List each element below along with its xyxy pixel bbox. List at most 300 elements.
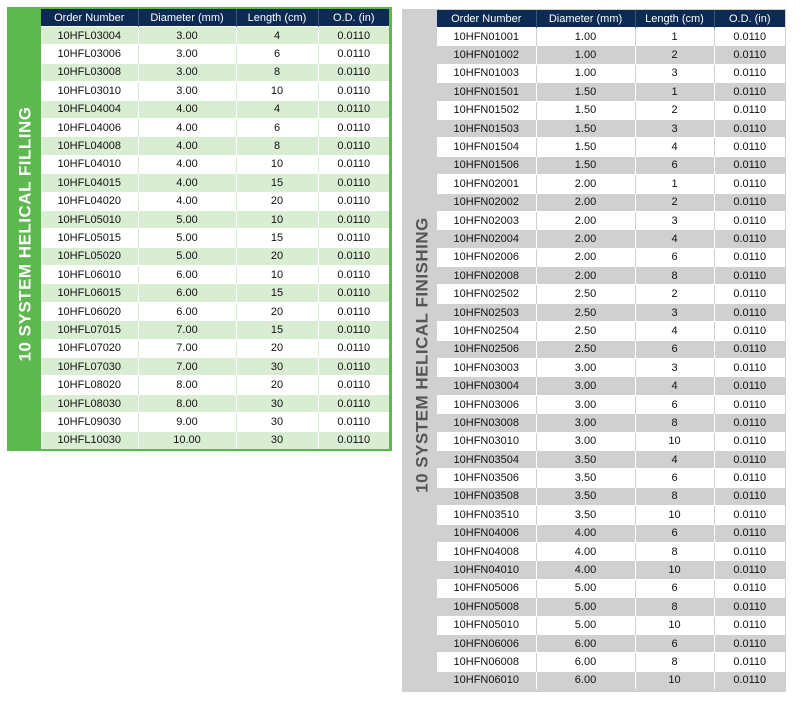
od-cell: 0.0110	[714, 267, 785, 285]
od-cell: 0.0110	[318, 247, 389, 265]
length-cell: 4	[635, 377, 714, 395]
length-cell: 20	[236, 339, 318, 357]
od-cell: 0.0110	[318, 210, 389, 228]
diameter-cell: 2.00	[536, 211, 635, 229]
table-row	[41, 339, 389, 357]
table-row	[437, 616, 785, 634]
order-number-cell: 10HFL03006	[41, 45, 138, 63]
od-cell: 0.0110	[318, 229, 389, 247]
order-number-cell: 10HFN06010	[437, 671, 536, 689]
table-row	[437, 671, 785, 689]
order-number-cell: 10HFN03506	[437, 469, 536, 487]
diameter-cell: 1.50	[536, 138, 635, 156]
length-cell: 10	[236, 155, 318, 173]
diameter-cell: 6.00	[138, 302, 236, 320]
od-cell: 0.0110	[714, 175, 785, 193]
diameter-cell: 5.00	[138, 247, 236, 265]
order-number-cell: 10HFL09030	[41, 413, 138, 431]
length-cell: 3	[635, 64, 714, 82]
od-cell: 0.0110	[318, 82, 389, 100]
od-cell: 0.0110	[714, 634, 785, 652]
table-row	[41, 266, 389, 284]
diameter-cell: 2.50	[536, 303, 635, 321]
table-row	[41, 27, 389, 45]
diameter-cell: 3.00	[536, 377, 635, 395]
col-header-diameter: Diameter (mm)	[536, 10, 635, 28]
diameter-cell: 6.00	[536, 653, 635, 671]
od-cell: 0.0110	[714, 359, 785, 377]
table-row	[437, 156, 785, 174]
length-cell: 10	[236, 210, 318, 228]
table-row	[437, 359, 785, 377]
length-cell: 30	[236, 431, 318, 449]
od-cell: 0.0110	[318, 27, 389, 45]
diameter-cell: 7.00	[138, 321, 236, 339]
length-cell: 6	[635, 524, 714, 542]
diameter-cell: 4.00	[536, 524, 635, 542]
col-header-length: Length (cm)	[236, 9, 318, 27]
od-cell: 0.0110	[318, 413, 389, 431]
order-number-cell: 10HFL06010	[41, 266, 138, 284]
order-number-cell: 10HFN02503	[437, 303, 536, 321]
table-row	[41, 394, 389, 412]
order-number-cell: 10HFN02506	[437, 340, 536, 358]
length-cell: 6	[236, 118, 318, 136]
col-header-diameter: Diameter (mm)	[138, 9, 236, 27]
length-cell: 6	[635, 156, 714, 174]
diameter-cell: 5.00	[536, 616, 635, 634]
length-cell: 3	[635, 211, 714, 229]
table-row	[437, 193, 785, 211]
order-number-cell: 10HFN02003	[437, 211, 536, 229]
od-cell: 0.0110	[318, 63, 389, 81]
table-row	[41, 155, 389, 173]
diameter-cell: 2.50	[536, 322, 635, 340]
order-number-cell: 10HFN01003	[437, 64, 536, 82]
table-row	[41, 137, 389, 155]
od-cell: 0.0110	[318, 155, 389, 173]
length-cell: 15	[236, 284, 318, 302]
table-row	[437, 377, 785, 395]
diameter-cell: 2.00	[536, 248, 635, 266]
diameter-cell: 6.00	[138, 284, 236, 302]
diameter-cell: 4.00	[138, 137, 236, 155]
length-cell: 10	[635, 506, 714, 524]
diameter-cell: 10.00	[138, 431, 236, 449]
order-number-cell: 10HFN03004	[437, 377, 536, 395]
od-cell: 0.0110	[714, 561, 785, 579]
length-cell: 10	[635, 561, 714, 579]
order-number-cell: 10HFN03508	[437, 487, 536, 505]
od-cell: 0.0110	[714, 432, 785, 450]
order-number-cell: 10HFN03006	[437, 395, 536, 413]
table-row	[437, 598, 785, 616]
order-number-cell: 10HFN05006	[437, 579, 536, 597]
diameter-cell: 2.00	[536, 193, 635, 211]
table-row	[41, 321, 389, 339]
order-number-cell: 10HFN03510	[437, 506, 536, 524]
length-cell: 2	[635, 46, 714, 64]
order-number-cell: 10HFN02504	[437, 322, 536, 340]
diameter-cell: 2.50	[536, 285, 635, 303]
od-cell: 0.0110	[318, 394, 389, 412]
col-header-od: O.D. (in)	[714, 10, 785, 28]
table-row	[437, 322, 785, 340]
diameter-cell: 4.00	[138, 155, 236, 173]
length-cell: 3	[635, 303, 714, 321]
order-number-cell: 10HFN02002	[437, 193, 536, 211]
order-number-cell: 10HFL03004	[41, 27, 138, 45]
diameter-cell: 1.50	[536, 101, 635, 119]
od-cell: 0.0110	[318, 174, 389, 192]
diameter-cell: 3.00	[138, 45, 236, 63]
diameter-cell: 5.00	[138, 210, 236, 228]
diameter-cell: 3.00	[138, 27, 236, 45]
length-cell: 6	[635, 248, 714, 266]
length-cell: 10	[635, 616, 714, 634]
length-cell: 1	[635, 28, 714, 46]
od-cell: 0.0110	[318, 339, 389, 357]
table-row	[437, 340, 785, 358]
diameter-cell: 8.00	[138, 376, 236, 394]
table-row	[437, 267, 785, 285]
order-number-cell: 10HFL08030	[41, 394, 138, 412]
length-cell: 1	[635, 83, 714, 101]
od-cell: 0.0110	[714, 303, 785, 321]
diameter-cell: 5.00	[536, 598, 635, 616]
od-cell: 0.0110	[714, 469, 785, 487]
od-cell: 0.0110	[318, 137, 389, 155]
table-row	[41, 284, 389, 302]
length-cell: 8	[635, 653, 714, 671]
order-number-cell: 10HFL03010	[41, 82, 138, 100]
od-cell: 0.0110	[714, 671, 785, 689]
order-number-cell: 10HFL04004	[41, 100, 138, 118]
diameter-cell: 1.50	[536, 156, 635, 174]
length-cell: 2	[635, 193, 714, 211]
od-cell: 0.0110	[714, 414, 785, 432]
table-row	[41, 229, 389, 247]
diameter-cell: 4.00	[138, 118, 236, 136]
table-row	[437, 83, 785, 101]
order-number-cell: 10HFN02004	[437, 230, 536, 248]
length-cell: 6	[635, 395, 714, 413]
table-row	[437, 175, 785, 193]
length-cell: 4	[236, 27, 318, 45]
table-row	[41, 118, 389, 136]
od-cell: 0.0110	[714, 230, 785, 248]
table-row	[41, 210, 389, 228]
col-header-od: O.D. (in)	[318, 9, 389, 27]
order-number-cell: 10HFN01501	[437, 83, 536, 101]
diameter-cell: 1.50	[536, 83, 635, 101]
table-row	[437, 432, 785, 450]
length-cell: 4	[635, 322, 714, 340]
length-cell: 4	[635, 138, 714, 156]
length-cell: 4	[635, 450, 714, 468]
table-row	[41, 413, 389, 431]
od-cell: 0.0110	[714, 506, 785, 524]
table-row	[41, 358, 389, 376]
length-cell: 4	[236, 100, 318, 118]
length-cell: 6	[236, 45, 318, 63]
table-row	[437, 487, 785, 505]
diameter-cell: 2.00	[536, 267, 635, 285]
length-cell: 10	[236, 266, 318, 284]
od-cell: 0.0110	[318, 45, 389, 63]
table-row	[437, 395, 785, 413]
order-number-cell: 10HFN06006	[437, 634, 536, 652]
length-cell: 6	[635, 469, 714, 487]
order-number-cell: 10HFL07020	[41, 339, 138, 357]
diameter-cell: 4.00	[138, 100, 236, 118]
length-cell: 8	[635, 542, 714, 560]
length-cell: 30	[236, 394, 318, 412]
table-row	[437, 542, 785, 560]
diameter-cell: 1.50	[536, 119, 635, 137]
order-number-cell: 10HFL04010	[41, 155, 138, 173]
od-cell: 0.0110	[318, 358, 389, 376]
table-row	[437, 28, 785, 46]
order-number-cell: 10HFN01002	[437, 46, 536, 64]
finishing-section-title: 10 SYSTEM HELICAL FINISHING	[412, 217, 432, 493]
order-number-cell: 10HFL04006	[41, 118, 138, 136]
diameter-cell: 2.00	[536, 175, 635, 193]
od-cell: 0.0110	[318, 100, 389, 118]
od-cell: 0.0110	[714, 653, 785, 671]
order-number-cell: 10HFN04006	[437, 524, 536, 542]
od-cell: 0.0110	[318, 118, 389, 136]
length-cell: 20	[236, 192, 318, 210]
od-cell: 0.0110	[318, 192, 389, 210]
od-cell: 0.0110	[714, 377, 785, 395]
table-row	[41, 192, 389, 210]
od-cell: 0.0110	[714, 542, 785, 560]
od-cell: 0.0110	[714, 211, 785, 229]
od-cell: 0.0110	[714, 524, 785, 542]
order-number-cell: 10HFN03008	[437, 414, 536, 432]
od-cell: 0.0110	[714, 83, 785, 101]
table-row	[41, 302, 389, 320]
diameter-cell: 2.00	[536, 230, 635, 248]
diameter-cell: 5.00	[536, 579, 635, 597]
order-number-cell: 10HFL03008	[41, 63, 138, 81]
order-number-cell: 10HFN03010	[437, 432, 536, 450]
table-row	[41, 63, 389, 81]
diameter-cell: 1.00	[536, 28, 635, 46]
filling-table-body	[41, 27, 389, 449]
table-row	[41, 247, 389, 265]
order-number-cell: 10HFN04010	[437, 561, 536, 579]
diameter-cell: 4.00	[536, 542, 635, 560]
table-row	[437, 119, 785, 137]
od-cell: 0.0110	[714, 285, 785, 303]
table-row	[437, 303, 785, 321]
order-number-cell: 10HFN02006	[437, 248, 536, 266]
order-number-cell: 10HFL07030	[41, 358, 138, 376]
order-number-cell: 10HFN01001	[437, 28, 536, 46]
table-row	[437, 64, 785, 82]
finishing-header-row	[437, 10, 785, 28]
table-row	[437, 211, 785, 229]
od-cell: 0.0110	[714, 101, 785, 119]
order-number-cell: 10HFN05008	[437, 598, 536, 616]
order-number-cell: 10HFL04008	[41, 137, 138, 155]
col-header-length: Length (cm)	[635, 10, 714, 28]
od-cell: 0.0110	[318, 284, 389, 302]
diameter-cell: 3.50	[536, 487, 635, 505]
length-cell: 30	[236, 358, 318, 376]
length-cell: 8	[236, 63, 318, 81]
od-cell: 0.0110	[714, 322, 785, 340]
length-cell: 8	[236, 137, 318, 155]
filling-table	[41, 9, 389, 449]
diameter-cell: 7.00	[138, 339, 236, 357]
od-cell: 0.0110	[318, 321, 389, 339]
length-cell: 8	[635, 267, 714, 285]
order-number-cell: 10HFL05010	[41, 210, 138, 228]
diameter-cell: 3.00	[536, 359, 635, 377]
diameter-cell: 6.00	[536, 671, 635, 689]
length-cell: 15	[236, 321, 318, 339]
od-cell: 0.0110	[714, 156, 785, 174]
table-row	[437, 469, 785, 487]
order-number-cell: 10HFN03504	[437, 450, 536, 468]
length-cell: 15	[236, 229, 318, 247]
order-number-cell: 10HFN02001	[437, 175, 536, 193]
od-cell: 0.0110	[714, 340, 785, 358]
order-number-cell: 10HFN01506	[437, 156, 536, 174]
finishing-table	[437, 10, 785, 689]
order-number-cell: 10HFL04020	[41, 192, 138, 210]
order-number-cell: 10HFL05020	[41, 247, 138, 265]
length-cell: 6	[635, 579, 714, 597]
length-cell: 20	[236, 376, 318, 394]
order-number-cell: 10HFL06020	[41, 302, 138, 320]
diameter-cell: 9.00	[138, 413, 236, 431]
length-cell: 30	[236, 413, 318, 431]
diameter-cell: 6.00	[536, 634, 635, 652]
filling-header-row	[41, 9, 389, 27]
od-cell: 0.0110	[714, 46, 785, 64]
od-cell: 0.0110	[714, 138, 785, 156]
od-cell: 0.0110	[714, 64, 785, 82]
length-cell: 4	[635, 230, 714, 248]
table-row	[437, 46, 785, 64]
table-row	[41, 174, 389, 192]
length-cell: 10	[635, 671, 714, 689]
table-row	[437, 561, 785, 579]
diameter-cell: 4.00	[536, 561, 635, 579]
length-cell: 8	[635, 414, 714, 432]
od-cell: 0.0110	[318, 431, 389, 449]
table-row	[41, 376, 389, 394]
order-number-cell: 10HFL06015	[41, 284, 138, 302]
diameter-cell: 3.00	[138, 82, 236, 100]
length-cell: 10	[635, 432, 714, 450]
od-cell: 0.0110	[714, 248, 785, 266]
table-row	[437, 653, 785, 671]
od-cell: 0.0110	[714, 487, 785, 505]
od-cell: 0.0110	[714, 450, 785, 468]
diameter-cell: 5.00	[138, 229, 236, 247]
od-cell: 0.0110	[714, 193, 785, 211]
table-row	[437, 579, 785, 597]
order-number-cell: 10HFN01503	[437, 119, 536, 137]
diameter-cell: 3.00	[536, 432, 635, 450]
table-row	[437, 634, 785, 652]
table-row	[437, 138, 785, 156]
length-cell: 6	[635, 634, 714, 652]
helical-filling-panel	[7, 7, 392, 451]
diameter-cell: 6.00	[138, 266, 236, 284]
od-cell: 0.0110	[318, 302, 389, 320]
diameter-cell: 3.50	[536, 469, 635, 487]
order-number-cell: 10HFL07015	[41, 321, 138, 339]
length-cell: 15	[236, 174, 318, 192]
order-number-cell: 10HFN02502	[437, 285, 536, 303]
diameter-cell: 4.00	[138, 174, 236, 192]
length-cell: 20	[236, 302, 318, 320]
order-number-cell: 10HFN01504	[437, 138, 536, 156]
od-cell: 0.0110	[714, 119, 785, 137]
table-row	[437, 101, 785, 119]
length-cell: 10	[236, 82, 318, 100]
diameter-cell: 7.00	[138, 358, 236, 376]
diameter-cell: 1.00	[536, 64, 635, 82]
order-number-cell: 10HFL10030	[41, 431, 138, 449]
col-header-order-number: Order Number	[437, 10, 536, 28]
table-row	[437, 414, 785, 432]
order-number-cell: 10HFL08020	[41, 376, 138, 394]
table-row	[437, 230, 785, 248]
order-number-cell: 10HFN02008	[437, 267, 536, 285]
length-cell: 6	[635, 340, 714, 358]
diameter-cell: 3.50	[536, 506, 635, 524]
table-row	[437, 285, 785, 303]
od-cell: 0.0110	[318, 266, 389, 284]
helical-finishing-panel	[402, 9, 786, 692]
table-row	[437, 524, 785, 542]
diameter-cell: 8.00	[138, 394, 236, 412]
od-cell: 0.0110	[714, 395, 785, 413]
od-cell: 0.0110	[714, 616, 785, 634]
diameter-cell: 1.00	[536, 46, 635, 64]
order-number-cell: 10HFN03003	[437, 359, 536, 377]
order-number-cell: 10HFL04015	[41, 174, 138, 192]
od-cell: 0.0110	[714, 579, 785, 597]
length-cell: 8	[635, 487, 714, 505]
length-cell: 2	[635, 101, 714, 119]
diameter-cell: 3.50	[536, 450, 635, 468]
length-cell: 3	[635, 359, 714, 377]
table-row	[41, 82, 389, 100]
diameter-cell: 2.50	[536, 340, 635, 358]
diameter-cell: 3.00	[536, 395, 635, 413]
diameter-cell: 3.00	[536, 414, 635, 432]
length-cell: 20	[236, 247, 318, 265]
od-cell: 0.0110	[318, 376, 389, 394]
table-row	[41, 45, 389, 63]
order-number-cell: 10HFL05015	[41, 229, 138, 247]
od-cell: 0.0110	[714, 28, 785, 46]
length-cell: 2	[635, 285, 714, 303]
order-number-cell: 10HFN01502	[437, 101, 536, 119]
order-number-cell: 10HFN06008	[437, 653, 536, 671]
table-row	[41, 431, 389, 449]
table-row	[41, 100, 389, 118]
table-row	[437, 248, 785, 266]
